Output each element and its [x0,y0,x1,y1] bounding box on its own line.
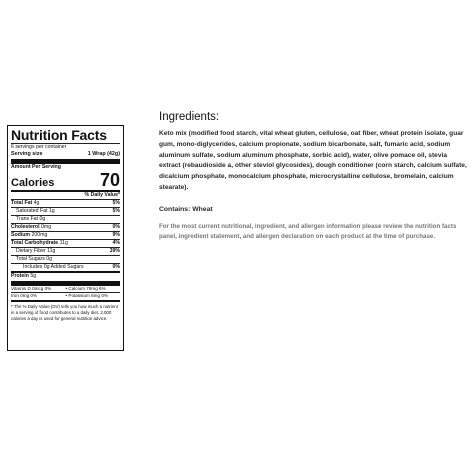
nutrient-label-bold: Total Carbohydrate [11,240,59,246]
disclaimer-text: For the most current nutritional, ingredient, and allergen information please review the nutrition facts panel, ingredient statement, and allergen declaration on each product at the time of purchase. [159,222,457,240]
nutrient-label-text: 200mg [30,232,48,238]
nutrition-title: Nutrition Facts [11,127,107,143]
vitamin-row [11,293,120,299]
nutrient-label-text: Trans Fat 0g [16,216,46,222]
nutrient-label-text: 5g [28,273,37,279]
nutrient-label-text: Includes 0g Added Sugars [23,264,84,270]
nutrient-label [16,216,45,223]
nutrient-label [11,232,47,239]
daily-value-header: % Daily Value* [84,192,120,198]
vitamin-item: Vitamin D 0mcg 0% [11,286,52,291]
nutrient-label-text: 0mg [39,224,52,230]
nutrient-label-bold: Total Fat [11,200,33,206]
servings-per-container: 6 servings per container [11,144,67,150]
nutrient-label [16,256,52,263]
vitamin-rows [11,286,120,300]
daily-value-footnote: * The % Daily Value (DV) tells you how much a nutrient in a serving of food contributes to a daily diet. 2,000 calories a day is used for general nutrition advice. [11,303,118,321]
calories-value: 70 [99,170,120,190]
allergen-contains: Contains: Wheat [159,205,213,213]
nutrient-row [11,224,120,231]
nutrient-row [11,248,120,255]
product-info-panel [159,111,467,242]
nutrient-label-text: 11g [58,240,68,246]
ingredients-heading: Ingredients: [159,111,220,123]
nutrient-label [11,200,39,207]
nutrient-row [11,208,120,215]
nutrient-row [11,232,120,239]
nutrient-daily-value: 5% [112,200,120,206]
nutrient-row [11,216,120,223]
nutrient-row [11,264,120,271]
nutrient-daily-value: 4% [112,240,120,246]
nutrient-daily-value: 0% [112,224,120,230]
nutrient-row [11,256,120,263]
nutrient-label-text: Total Sugars 0g [16,256,53,262]
nutrient-label [11,224,51,231]
nutrient-label-bold: Protein [11,273,29,279]
nutrient-label-bold: Sodium [11,232,31,238]
calories-label: Calories [11,177,55,189]
vitamin-item: • Potassium 6mg 0% [65,293,108,299]
nutrient-daily-value: 39% [109,248,120,254]
nutrient-daily-value: 0% [112,264,120,270]
nutrient-label [16,248,55,255]
vitamin-item: Iron 0mg 0% [11,293,38,299]
vitamin-item: • Calcium 79mg 6% [65,286,106,291]
nutrient-label-text: Saturated Fat 1g [16,208,55,214]
nutrient-label [11,273,36,280]
nutrient-row [11,273,120,280]
nutrient-rows [11,199,120,280]
serving-size-value: 1 Wrap (42g) [87,151,120,157]
nutrient-row [11,200,120,207]
nutrient-label-text: Dietary Fiber 11g [16,248,56,254]
ingredients-text: Keto mix (modified food starch, vital wheat gluten, cellulose, oat fiber, wheat protein isolate, guar gum, mono-diglycerides, calcium propionate, sodium bicarbonate, salt, fumaric acid, sodium aluminum sulfate, sodium aluminum phosphate, sorbic acid), water, olive pomace oil, stevia extract (rebaudioside a, other steviol glycosides), dough conditioner (corn starch, calcium sulfate, dicalcium phosphate, monocalcium phosphate, microcrystalline cellulose, bromelain, calcium stearate). [159,130,467,191]
nutrient-row [11,240,120,247]
nutrient-label [16,208,55,215]
vitamin-row [11,286,120,292]
nutrient-daily-value: 9% [112,232,120,238]
nutrient-label [23,264,84,271]
nutrition-facts-label [7,125,124,351]
serving-size-row [11,151,120,158]
nutrient-label-text: 4g [32,200,40,206]
nutrient-label [11,240,68,247]
nutrient-label-bold: Cholesterol [11,224,40,230]
serving-size-label: Serving size [11,151,43,157]
calories-row [11,171,120,190]
amount-per-serving: Amount Per Serving [11,164,61,170]
nutrient-daily-value: 5% [112,208,120,214]
